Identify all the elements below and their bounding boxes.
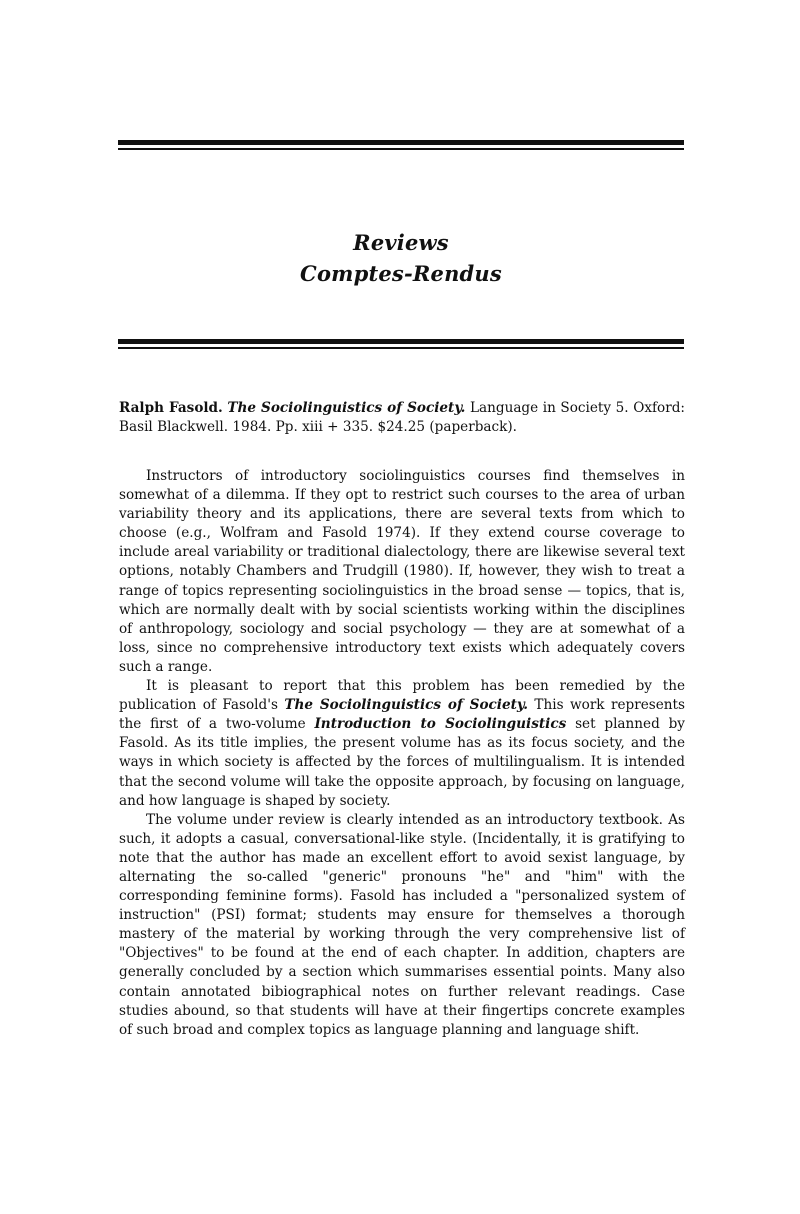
paragraph-1: Instructors of introductory sociolinguistics courses find themselves in somewhat of a dilemma. If they opt to restrict such courses to the area of urban variability theory and its applications, there are several texts from which to choose (e.g., Wolfram and Fasold 1974). If they extend course coverage to include areal variability or traditional dialectology, there are likewise several text options, notably Chambers and Trudgill (1980). If, however, they wish to treat a range of topics representing sociolinguistics in the broad sense — topics, that is, which are normally dealt with by social scientists working within the disciplines of anthropology, sociology and social psychology — they are at somewhat of a loss, since no comprehensive introductory text exists which adequately covers such a range. [119,468,685,675]
bottom-thick-rule [118,339,684,344]
citation-series: Language in Society 5. [469,400,629,416]
paragraph-2 [119,677,685,811]
citation-author: Ralph Fasold. [119,400,223,416]
paragraph-3: The volume under review is clearly intended as an introductory textbook. As such, it adopts a casual, conversational-like style. (Incidentally, it is gratifying to note that the author has made an excellent effort to avoid sexist language, by alternating the so-called "generic" pronouns "he" and "him" with the corresponding feminine forms). Fasold has included a "personalized system of instruction" (PSI) format; students may ensure for themselves a thorough mastery of the material by working through the very comprehensive list of "Objectives" to be found at the end of each chapter. In addition, chapters are generally concluded by a section which summarises essential points. Many also contain annotated bibiographical notes on further relevant readings. Case studies abound, so that students will have at their fingertips concrete examples of such broad and complex topics as language planning and language shift. [119,811,685,1038]
section-title-french: Comptes-Rendus [300,261,502,286]
top-thick-rule [118,140,684,145]
paragraph-2-book-title: The Sociolinguistics of Society. [284,697,528,714]
section-title [118,227,684,289]
citation-publication: Oxford: Basil Blackwell. 1984. Pp. xiii + 335. $24.25 (paperback). [119,400,685,435]
paragraph-2-series-title: Introduction to Sociolinguistics [314,716,567,733]
book-citation [119,399,685,437]
top-double-rule [118,140,684,150]
review-body [119,467,685,1040]
paragraph-2-text-c: set planned by Fasold. As its title implies, the present volume has as its focus society, and the ways in which society is affected by the forces of multilingualism. It is intended that the second volume will take the opposite approach, by focusing on language, and how language is shaped by society. [119,716,685,809]
paragraph-2-text-a: It is pleasant to report that this problem has been remedied by the publication of Fasold's [119,678,685,714]
top-thin-rule [118,148,684,150]
bottom-double-rule [118,339,684,349]
section-title-english: Reviews [353,230,449,255]
bottom-thin-rule [118,347,684,349]
citation-book-title: The Sociolinguistics of Society. [227,400,466,416]
paragraph-2-text-b: This work represents the first of a two-volume [119,697,685,733]
